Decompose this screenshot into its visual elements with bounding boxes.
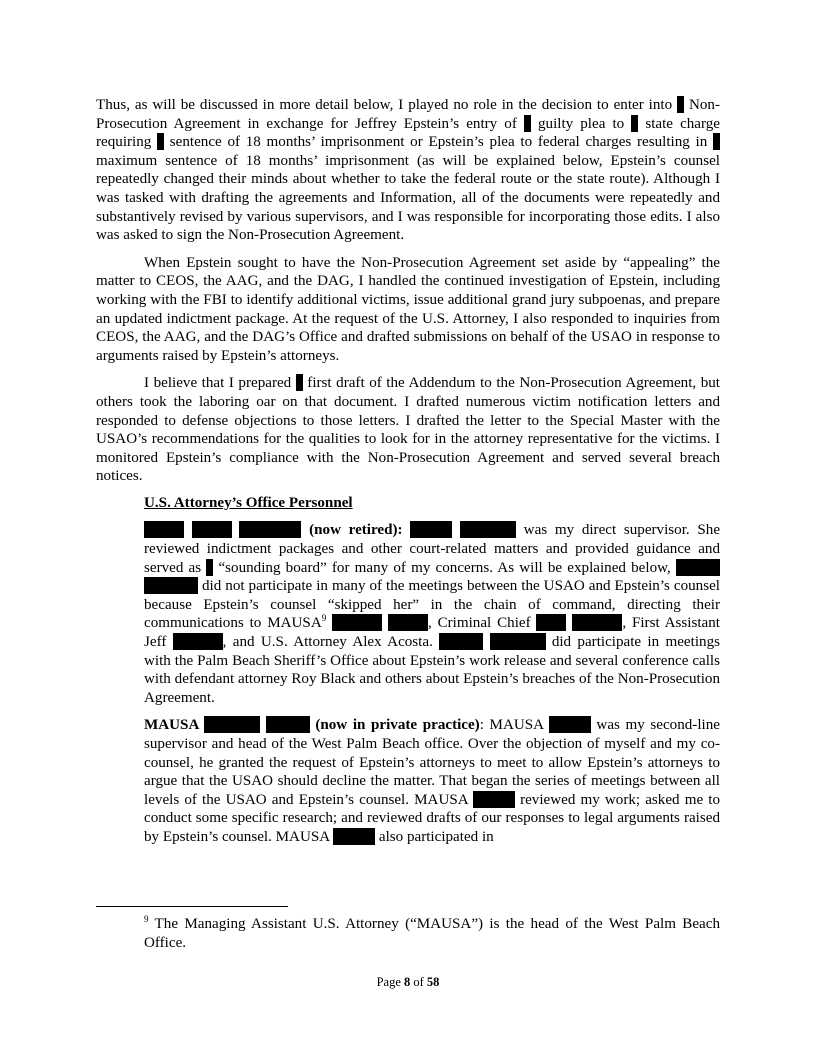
footnote-separator [96,906,288,907]
redaction-box [713,133,720,150]
paragraph-role-summary: Thus, as will be discussed in more detail below, I played no role in the decision to enter into Non-Prosecution Agreement in exchange for Jeffrey Epstein’s entry of guilty plea to state charge requiring sentence of 18 months’ imprisonment or Epstein’s plea to federal charges resulting in maximum sentence of 18 months’ imprisonment (as will be explained below, Epstein’s counsel repeatedly changed their minds about whether to take the federal route or the state route). Although I was tasked with drafting the agreements and Information, all of the documents were repeatedly and substantively revised by various supervisors, and I was responsible for incorporating those edits. I also was asked to sign the Non-Prosecution Agreement. [96,97,721,244]
redaction-box [676,559,720,576]
redaction-box [204,716,260,733]
redaction-box [266,716,310,733]
redaction-box [239,521,301,538]
footnote-number: 9 [144,914,149,924]
redaction-box [192,521,232,538]
footnote: $^9$ The Managing Assistant U.S. Attorney (“MAUSA”) is the head of the West Palm Beach Office. [144,914,720,951]
redaction-box [173,633,223,650]
redaction-box [490,633,546,650]
footnote-reference[interactable]: 9 [321,613,327,624]
redaction-box [296,374,303,391]
redaction-box [473,791,515,808]
redaction-box [144,521,184,538]
paragraph-direct-supervisor: (now retired): was my direct supervisor. She reviewed indictment packages and other court-related matters and provided guidance and served as “sounding board” for many of my concerns. As will be explained below, did not participate in many of the meetings between the USAO and Epstein’s counsel because Epstein’s counsel “skipped her” in the chain of command, directing their communications to MAUSA$^9$ , Criminal Chief , First Assistant Jeff , and U.S. Attorney Alex Acosta. did participate in meetings with the Palm Beach Sheriff’s Office about Epstein’s work release and several conference calls with defendant attorney Roy Black and others about Epstein’s breaches of the Non-Prosecution Agreement. [144,522,721,706]
redaction-box [549,716,591,733]
redaction-box [144,577,198,594]
redaction-box [536,614,566,631]
redaction-box [157,133,164,150]
redaction-box [439,633,483,650]
paragraph-addendum: I believe that I prepared first draft of the Addendum to the Non-Prosecution Agreement, but others took the laboring oar on that document. I drafted numerous victim notification letters and responded to defense objections to those letters. I drafted the letter to the Special Master with the USAO’s recommendations for the qualities to look for in the attorney representative for the victims. I monitored Epstein’s compliance with the Non-Prosecution Agreement and served several breach notices. [96,375,720,485]
paragraph-mausa: MAUSA (now in private practice): MAUSA was my second-line supervisor and head of the West Palm Beach office. Over the objection of myself and my co-counsel, he granted the request of Epstein’s attorneys to meet to allow Epstein’s attorneys to argue that the USAO should decline the matter. That began the series of meetings between all levels of the USAO and Epstein’s counsel. MAUSA reviewed my work; asked me to conduct some specific research; and reviewed drafts of our responses to legal arguments raised by Epstein’s counsel. MAUSA also participated in [144,717,721,845]
section-heading: U.S. Attorney’s Office Personnel [144,494,353,511]
redaction-box [524,115,531,132]
paragraph-appeal-investigation: When Epstein sought to have the Non-Prosecution Agreement set aside by “appealing” the matter to CEOS, the AAG, and the DAG, I handled the continued investigation of Epstein, including working with the FBI to identify additional victims, issue additional grand jury subpoenas, and prepare an updated indictment package. At the request of the U.S. Attorney, I also responded to inquiries from CEOS, the AAG, and the DAG’s Office and drafted submissions on behalf of the USAO in response to arguments raised by Epstein’s attorneys. [96,254,720,364]
redaction-box [410,521,452,538]
page-number: Page 8 of 58 [376,975,440,989]
redaction-box [332,614,382,631]
redaction-box [388,614,428,631]
redaction-box [460,521,516,538]
redaction-box [677,96,684,113]
document-page [96,96,720,847]
redaction-box [572,614,622,631]
redaction-box [333,828,375,845]
